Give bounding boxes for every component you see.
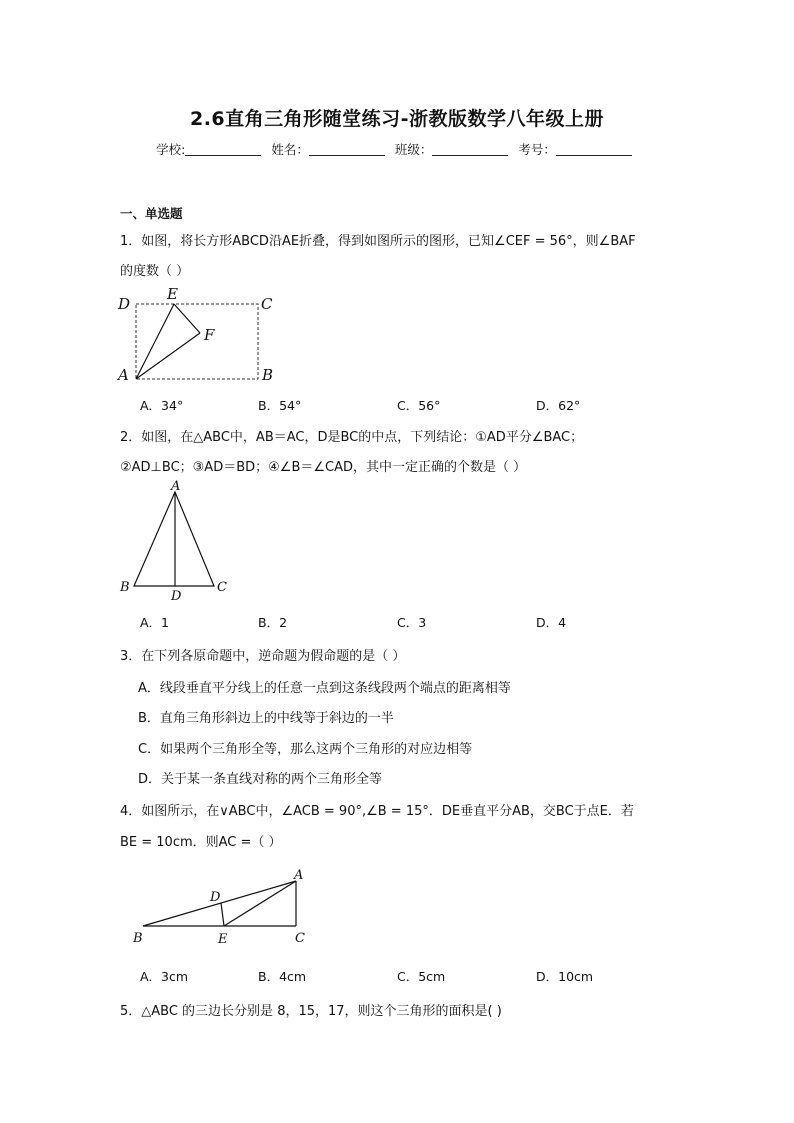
page-title: 2.6直角三角形随堂练习-浙教版数学八年级上册	[189, 108, 605, 130]
q1-option-d[interactable]: D．62°	[536, 398, 581, 413]
q1-option-b[interactable]: B．54°	[258, 398, 302, 413]
school-label: 学校:	[156, 142, 186, 157]
q1-text-line2: 的度数（ ）	[120, 264, 190, 279]
class-blank[interactable]	[432, 142, 508, 156]
q1-option-c[interactable]: C．56°	[397, 398, 441, 413]
q4-label-C: C	[295, 931, 305, 946]
q4-segment-AE	[224, 881, 296, 926]
q4-label-E: E	[218, 932, 228, 947]
q1-label-F: F	[204, 326, 215, 344]
q1-text-line1: 1．如图，将长方形ABCD沿AE折叠，得到如图所示的图形，已知∠CEF = 56°，则∠BAF	[120, 234, 636, 249]
q1-label-A: A	[118, 366, 129, 384]
q4-text-line1: 4．如图所示，在∨ABC中，∠ACB = 90°,∠B = 15°．DE垂直平分AB，交BC于点E．若	[120, 804, 634, 819]
exam-no-blank[interactable]	[556, 142, 632, 156]
q4-label-D: D	[210, 890, 221, 905]
q2-triangle	[134, 492, 214, 586]
q1-line-AF	[136, 333, 200, 379]
student-info-row	[0, 140, 794, 158]
q1-rectangle	[136, 304, 258, 379]
q2-text-line2: ②AD⊥BC；③AD＝BD；④∠B＝∠CAD，其中一定正确的个数是（ ）	[120, 460, 527, 475]
q1-label-E: E	[167, 285, 178, 303]
q2-figure	[110, 478, 240, 604]
name-blank[interactable]	[309, 142, 385, 156]
q4-option-c[interactable]: C．5cm	[397, 969, 446, 984]
q3-text-line1: 3．在下列各原命题中，逆命题为假命题的是（ ）	[120, 649, 406, 664]
q1-line-AE	[136, 304, 174, 379]
q4-segment-DE	[221, 903, 224, 926]
q2-option-a[interactable]: A．1	[140, 615, 170, 630]
q3-option-a[interactable]: A．线段垂直平分线上的任意一点到这条线段两个端点的距离相等	[138, 681, 511, 696]
q4-label-B: B	[133, 931, 143, 946]
q2-label-A: A	[171, 479, 181, 494]
q2-option-c[interactable]: C．3	[397, 615, 427, 630]
class-label: 班级：	[394, 142, 433, 157]
q2-label-B: B	[120, 580, 130, 595]
q4-option-d[interactable]: D．10cm	[536, 969, 594, 984]
q1-option-a[interactable]: A．34°	[140, 398, 184, 413]
q1-label-C: C	[261, 295, 273, 313]
q3-option-c[interactable]: C．如果两个三角形全等，那么这两个三角形的对应边相等	[138, 742, 473, 757]
q5-text-line1: 5．△ABC 的三边长分别是 8，15，17，则这个三角形的面积是( )	[120, 1004, 502, 1019]
q4-label-A: A	[294, 868, 304, 883]
q3-option-b[interactable]: B．直角三角形斜边上的中线等于斜边的一半	[138, 711, 394, 726]
school-blank[interactable]	[185, 142, 261, 156]
q2-option-b[interactable]: B．2	[258, 615, 288, 630]
q4-figure	[128, 866, 318, 948]
q3-option-d[interactable]: D．关于某一条直线对称的两个三角形全等	[138, 772, 383, 787]
q2-text-line1: 2．如图，在△ABC中，AB＝AC，D是BC的中点，下列结论：①AD平分∠BAC；	[120, 430, 584, 445]
q1-figure	[110, 282, 290, 388]
q2-label-C: C	[217, 580, 227, 595]
section-heading: 一、单选题	[120, 206, 183, 221]
name-label: 姓名：	[271, 142, 309, 157]
q4-option-b[interactable]: B．4cm	[258, 969, 307, 984]
q1-label-D: D	[118, 295, 131, 313]
exam-no-label: 考号：	[518, 142, 556, 157]
q4-option-a[interactable]: A．3cm	[140, 969, 189, 984]
q1-label-B: B	[262, 366, 274, 384]
q2-label-D: D	[171, 589, 182, 604]
q1-line-EF	[174, 304, 200, 333]
q2-option-d[interactable]: D．4	[536, 615, 567, 630]
q4-text-line2: BE = 10cm．则AC =（ ）	[120, 835, 282, 850]
